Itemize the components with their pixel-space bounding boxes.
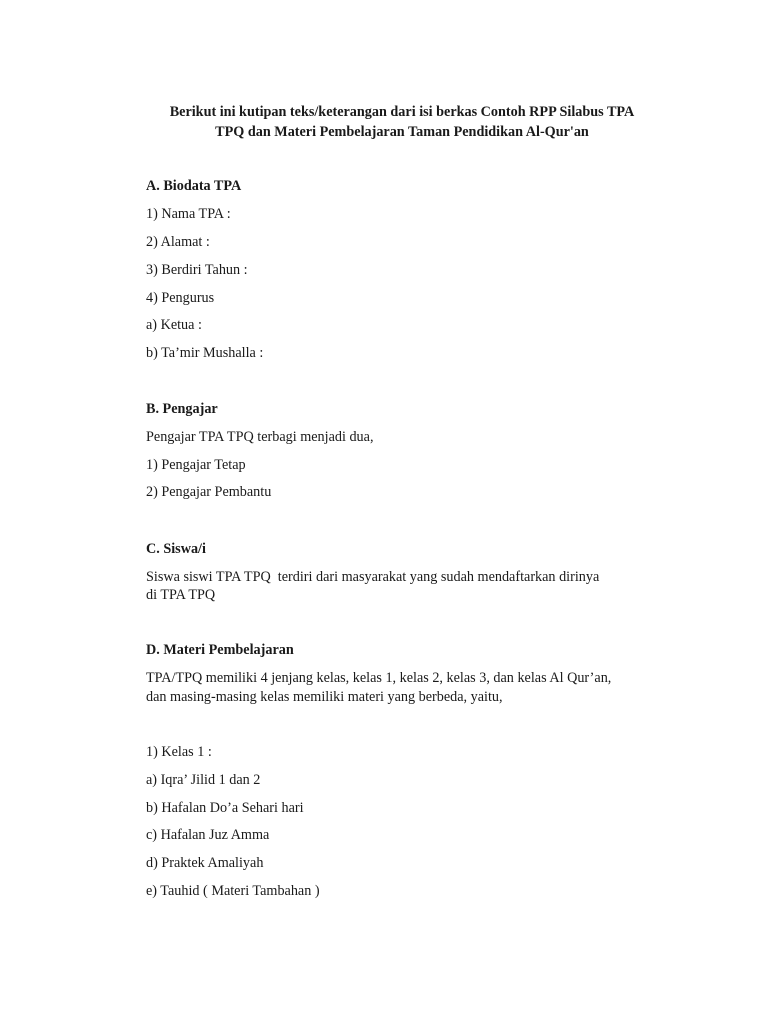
section-b-item: 2) Pengajar Pembantu [146,484,272,500]
section-d-item: c) Hafalan Juz Amma [146,827,270,843]
section-c-paragraph-line-1: Siswa siswi TPA TPQ terdiri dari masyarakat yang sudah mendaftarkan dirinya [146,569,600,585]
section-d-paragraph-line-1: TPA/TPQ memiliki 4 jenjang kelas, kelas 1, kelas 2, kelas 3, dan kelas Al Qur’an, [146,670,612,686]
section-a-heading: A. Biodata TPA [146,178,242,194]
section-a-item: 2) Alamat : [146,234,210,250]
section-a-item: 3) Berdiri Tahun : [146,262,248,278]
section-b-heading: B. Pengajar [146,401,218,417]
section-a-item: b) Ta’mir Mushalla : [146,345,264,361]
section-a-item: 4) Pengurus [146,290,215,306]
section-b-intro: Pengajar TPA TPQ terbagi menjadi dua, [146,429,374,445]
section-d-item: a) Iqra’ Jilid 1 dan 2 [146,772,261,788]
section-d-item: b) Hafalan Do’a Sehari hari [146,800,304,816]
section-a-item: a) Ketua : [146,317,202,333]
section-d-paragraph-line-2: dan masing-masing kelas memiliki materi yang berbeda, yaitu, [146,689,503,705]
section-c-paragraph-line-2: di TPA TPQ [146,587,216,603]
section-b-item: 1) Pengajar Tetap [146,457,246,473]
section-d-item: e) Tauhid ( Materi Tambahan ) [146,883,320,899]
document-title-line-2: TPQ dan Materi Pembelajaran Taman Pendidikan Al-Qur'an [215,124,589,140]
document-title-line-1: Berikut ini kutipan teks/keterangan dari isi berkas Contoh RPP Silabus TPA [169,104,635,120]
section-d-item: 1) Kelas 1 : [146,744,212,760]
section-d-heading: D. Materi Pembelajaran [146,642,294,658]
section-d-item: d) Praktek Amaliyah [146,855,264,871]
section-a-item: 1) Nama TPA : [146,206,231,222]
section-c-heading: C. Siswa/i [146,541,206,557]
